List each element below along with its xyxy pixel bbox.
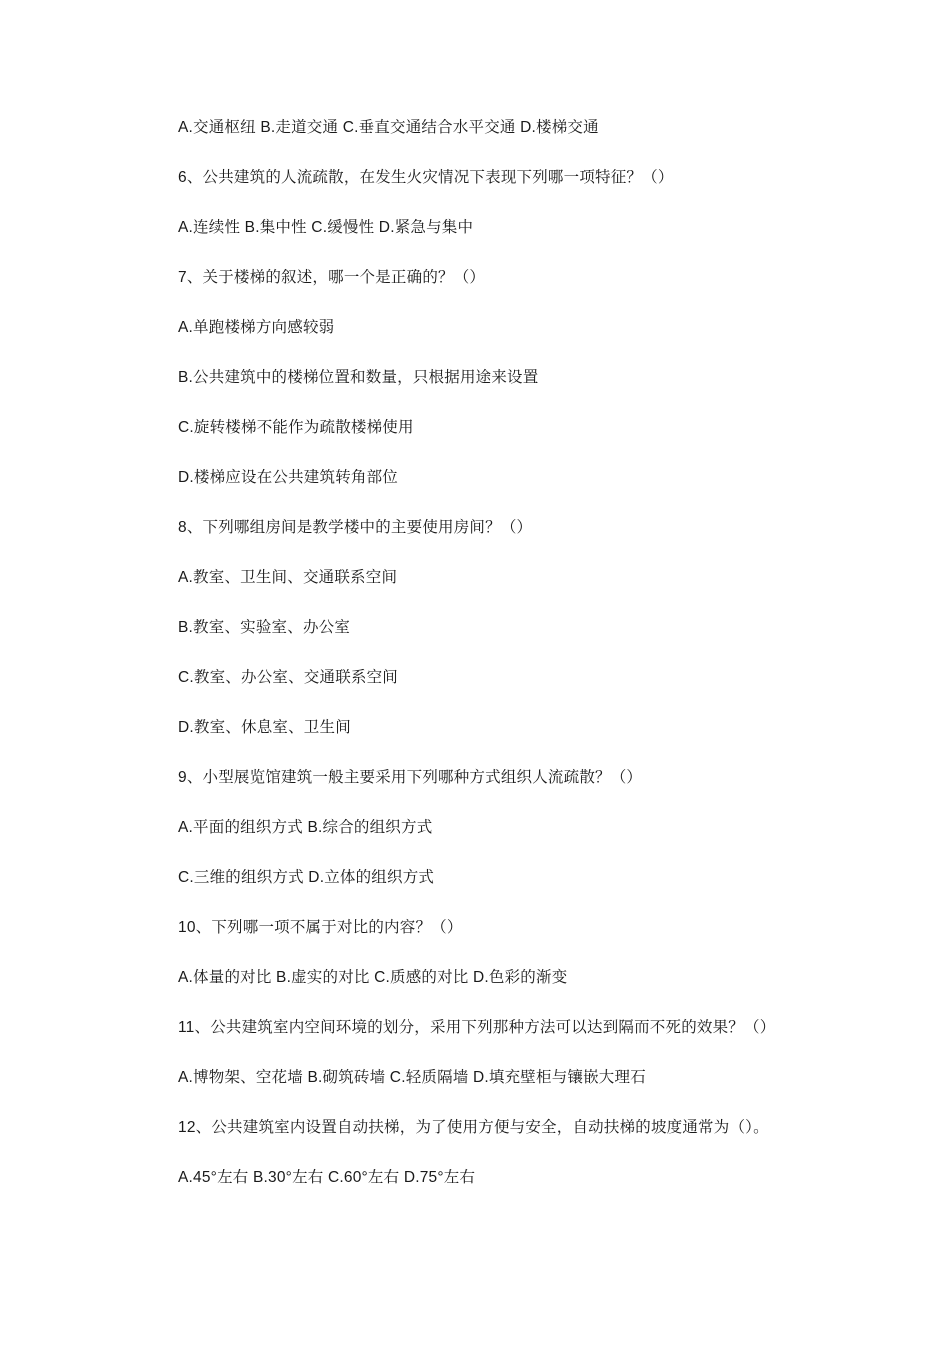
- question-7: 7、关于楼梯的叙述，哪一个是正确的？（）: [178, 269, 486, 286]
- question-11: 11、公共建筑室内空间环境的划分，采用下列那种方法可以达到隔而不死的效果？（）: [178, 1019, 776, 1036]
- option-q8-b: B.教室、实验室、办公室: [178, 619, 351, 636]
- question-6: 6、公共建筑的人流疏散，在发生火灾情况下表现下列哪一项特征？（）: [178, 169, 674, 186]
- option-q7-c: C.旋转楼梯不能作为疏散楼梯使用: [178, 419, 414, 436]
- question-10: 10、下列哪一项不属于对比的内容？（）: [178, 919, 463, 936]
- option-q8-a: A.教室、卫生间、交通联系空间: [178, 569, 398, 586]
- option-line-q5: A.交通枢纽 B.走道交通 C.垂直交通结合水平交通 D.楼梯交通: [178, 119, 599, 136]
- option-q8-c: C.教室、办公室、交通联系空间: [178, 669, 399, 686]
- question-8: 8、下列哪组房间是教学楼中的主要使用房间？（）: [178, 519, 533, 536]
- option-line-q10: A.体量的对比 B.虚实的对比 C.质感的对比 D.色彩的渐变: [178, 969, 568, 986]
- option-line-q6: A.连续性 B.集中性 C.缓慢性 D.紧急与集中: [178, 219, 474, 236]
- option-q8-d: D.教室、休息室、卫生间: [178, 719, 351, 736]
- option-line-q9-cd: C.三维的组织方式 D.立体的组织方式: [178, 869, 435, 886]
- question-9: 9、小型展览馆建筑一般主要采用下列哪种方式组织人流疏散？（）: [178, 769, 643, 786]
- question-list: [178, 114, 878, 1214]
- option-line-q11: A.博物架、空花墙 B.砌筑砖墙 C.轻质隔墙 D.填充壁柜与镶嵌大理石: [178, 1069, 646, 1086]
- option-line-q9-ab: A.平面的组织方式 B.综合的组织方式: [178, 819, 433, 836]
- option-line-q12: A.45°左右 B.30°左右 C.60°左右 D.75°左右: [178, 1169, 476, 1186]
- question-12: 12、公共建筑室内设置自动扶梯，为了使用方便与安全，自动扶梯的坡度通常为（）。: [178, 1119, 769, 1136]
- option-q7-b: B.公共建筑中的楼梯位置和数量，只根据用途来设置: [178, 369, 539, 386]
- option-q7-a: A.单跑楼梯方向感较弱: [178, 319, 335, 336]
- option-q7-d: D.楼梯应设在公共建筑转角部位: [178, 469, 399, 486]
